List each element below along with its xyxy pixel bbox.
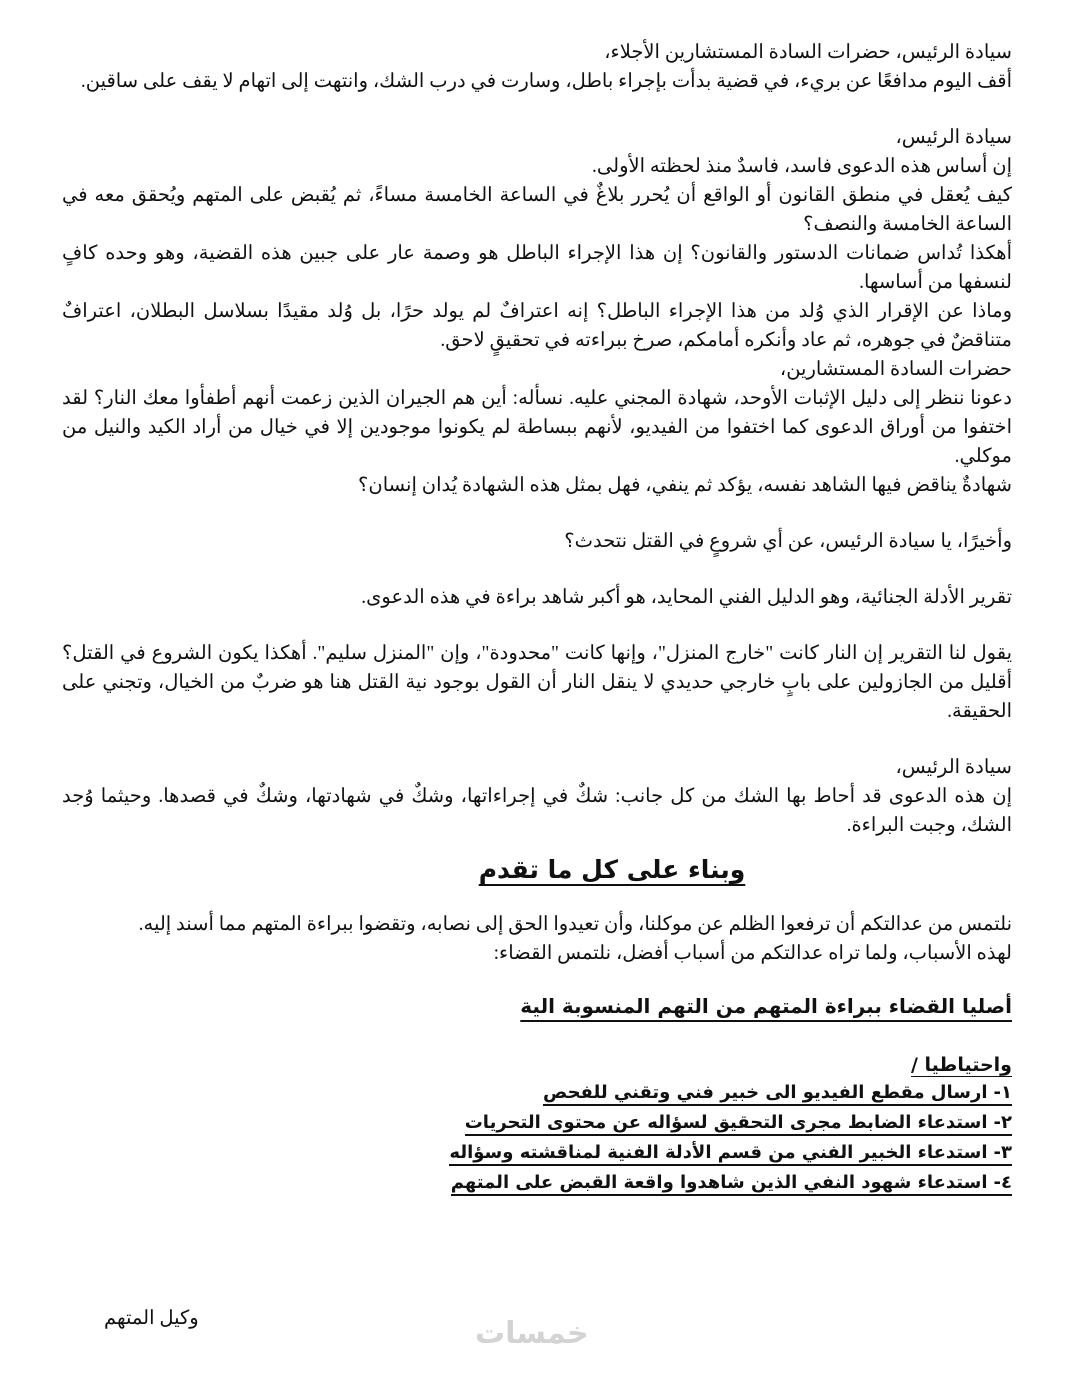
procedure-line: أهكذا تُداس ضمانات الدستور والقانون؟ إن هذا الإجراء الباطل هو وصمة عار على جبين هذه القضية، وهو وحده كافٍ لنسفها من أساسها. xyxy=(62,243,1012,293)
procedure-line: وماذا عن الإقرار الذي وُلد من هذا الإجراء الباطل؟ إنه اعترافٌ لم يولد حرًا، بل وُلد مقيدًا بسلاسل البطلان، اعترافٌ متناقضٌ في جوهره، ثم عاد وأنكره أمامكم، صرخ ببراءته في تحقيقٍ لاحق. xyxy=(62,301,1012,351)
procedure-line: كيف يُعقل في منطق القانون أو الواقع أن يُحرر بلاغٌ في الساعة الخامسة مساءً، ثم يُقبض على المتهم ويُحقق معه في الساعة الخامسة والنصف؟ xyxy=(62,185,1012,235)
spacer xyxy=(62,96,1012,123)
conclusion-reasons: لهذه الأسباب، ولما تراه عدالتكم من أسباب أفضل، نلتمس القضاء: xyxy=(493,943,1012,964)
opening-intro: أقف اليوم مدافعًا عن بريء، في قضية بدأت بإجراء باطل، وسارت في درب الشك، وانتهت إلى اتهام لا يقف على ساقين. xyxy=(80,71,1012,92)
list-item-number: ١- xyxy=(993,1082,1012,1103)
list-item-text: ارسال مقطع الفيديو الى خبير فني وتقني للفحص xyxy=(543,1082,988,1103)
alternative-title xyxy=(62,1052,1012,1078)
evidence-text: دعونا ننظر إلى دليل الإثبات الأوحد، شهادة المجني عليه. نسأله: أين هم الجيران الذين زعمت أنهم أطفأوا معك النار؟ لقد اختفوا من أوراق الدعوى كما اختفوا من الفيديو، لأنهم ببساطة لم يكونوا موجودين إلا في خيال من أراد الكيد والنيل من موكلي. xyxy=(62,388,1012,467)
list-item xyxy=(62,1078,1012,1108)
doubt-salutation: سيادة الرئيس، xyxy=(895,757,1012,778)
list-item-text: استدعاء الضابط مجرى التحقيق لسؤاله عن محتوى التحريات xyxy=(464,1112,988,1133)
doubt-text: إن هذه الدعوى قد أحاط بها الشك من كل جانب: شكٌ في إجراءاتها، وشكٌ في شهادتها، وشكٌ في قصدها. وحيثما وُجد الشك، وجبت البراءة. xyxy=(62,786,1012,836)
evidence-salutation: حضرات السادة المستشارين، xyxy=(779,359,1012,380)
conclusion-title: وبناء على كل ما تقدم xyxy=(478,855,746,884)
watermark-logo: خمسات xyxy=(475,1316,589,1351)
list-item xyxy=(62,1108,1012,1138)
list-item-underline xyxy=(465,1112,1012,1136)
evidence-contradiction: شهادةٌ يناقض فيها الشاهد نفسه، يؤكد ثم ينفي، فهل بمثل هذه الشهادة يُدان إنسان؟ xyxy=(358,475,1012,496)
attempt-report: تقرير الأدلة الجنائية، وهو الدليل الفني المحايد، هو أكبر شاهد براءة في هذه الدعوى. xyxy=(361,587,1012,608)
attempt-question: وأخيرًا، يا سيادة الرئيس، عن أي شروعٍ في القتل نتحدث؟ xyxy=(564,531,1012,552)
signature: وكيل المتهم xyxy=(104,1308,199,1329)
spacer xyxy=(62,500,1012,527)
memo-body xyxy=(62,38,1012,1198)
list-item xyxy=(62,1168,1012,1198)
list-item-text: استدعاء الخبير الفني من قسم الأدلة الفنية لمناقشته وسؤاله xyxy=(449,1142,988,1163)
list-item-number: ٣- xyxy=(993,1142,1012,1163)
spacer xyxy=(62,612,1012,639)
alternative-title-text: واحتياطيا / xyxy=(910,1054,1012,1076)
list-item-underline xyxy=(449,1142,1012,1166)
primary-request xyxy=(62,988,1012,1024)
spacer xyxy=(62,556,1012,583)
list-item-underline xyxy=(543,1082,1012,1106)
procedure-salutation: سيادة الرئيس، xyxy=(895,127,1012,148)
alternative-requests-list xyxy=(62,1078,1012,1198)
primary-request-text: أصليا القضاء ببراءة المتهم من التهم المنسوبة الية xyxy=(520,994,1012,1018)
attempt-details: يقول لنا التقرير إن النار كانت "خارج المنزل"، وإنها كانت "محدودة"، وإن "المنزل سليم". أهكذا يكون الشروع في القتل؟ أقليل من الجازولين على بابٍ خارجي حديدي لا ينقل النار أن القول بوجود نية القتل هنا هو ضربٌ من الخيال، وتجني على الحقيقة. xyxy=(62,643,1012,722)
list-item xyxy=(62,1138,1012,1168)
list-item-underline xyxy=(451,1172,1012,1196)
procedure-line: إن أساس هذه الدعوى فاسد، فاسدٌ منذ لحظته الأولى. xyxy=(592,156,1012,177)
list-item-number: ٤- xyxy=(993,1172,1012,1193)
spacer xyxy=(62,726,1012,753)
conclusion-plea: نلتمس من عدالتكم أن ترفعوا الظلم عن موكلنا، وأن تعيدوا الحق إلى نصابه، وتقضوا ببراءة المتهم مما أسند إليه. xyxy=(138,914,1012,935)
opening-salutation: سيادة الرئيس، حضرات السادة المستشارين الأجلاء، xyxy=(604,42,1012,63)
list-item-text: استدعاء شهود النفي الذين شاهدوا واقعة القبض على المتهم xyxy=(450,1172,988,1193)
list-item-number: ٢- xyxy=(993,1112,1012,1133)
